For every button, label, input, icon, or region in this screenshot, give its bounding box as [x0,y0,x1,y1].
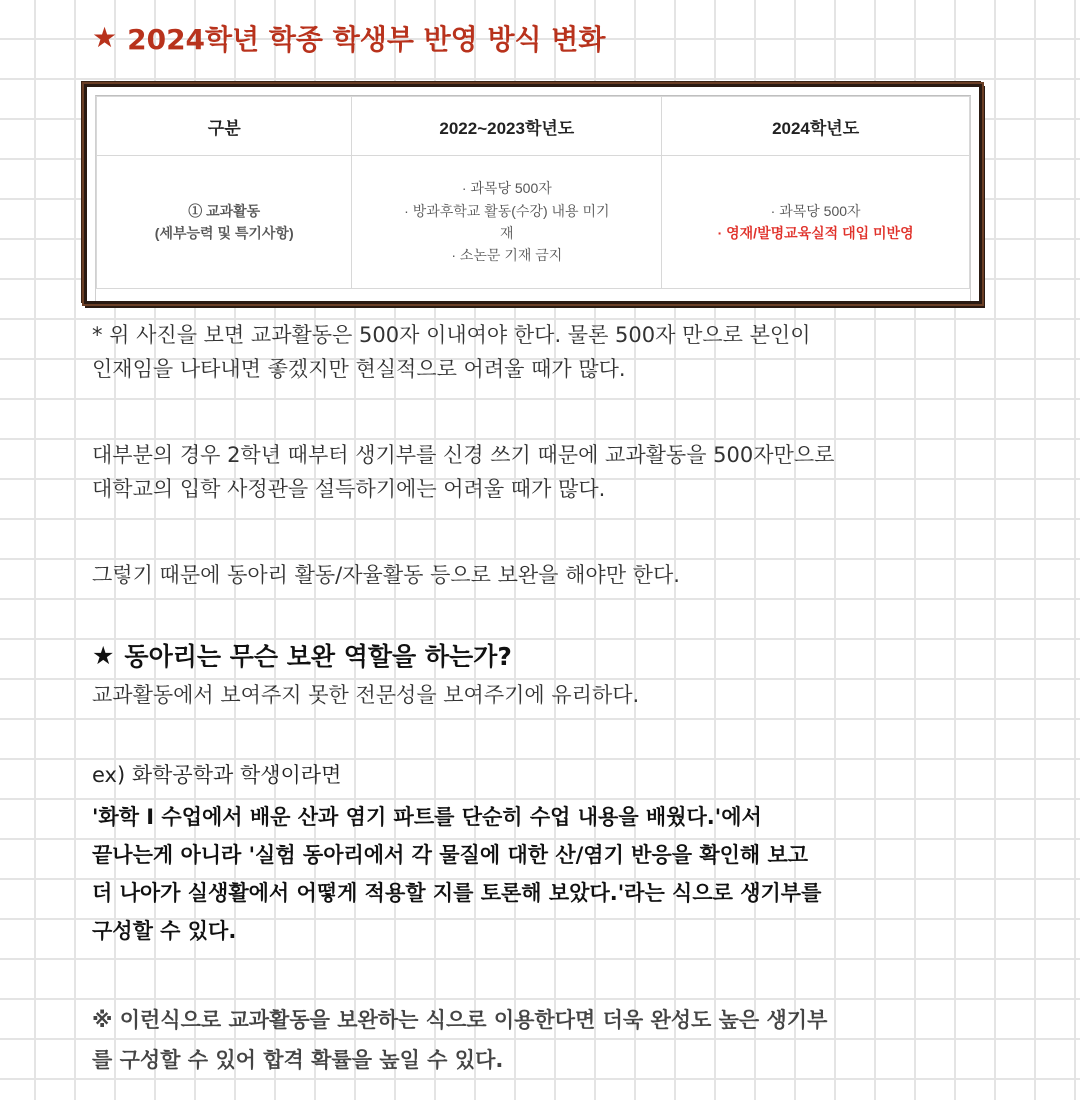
text-line: 교과활동에서 보여주지 못한 전문성을 보여주기에 유리하다. [92,683,640,707]
text-line: '화학 Ⅰ 수업에서 배운 산과 염기 파트를 단순히 수업 내용을 배웠다.'에서 [92,805,762,829]
comparison-table [96,96,970,289]
table-header-2022-2023: 2022~2023학년도 [352,97,662,156]
example-paragraph [92,798,821,950]
paragraph-4 [92,678,639,712]
text-line: 구성할 수 있다. [92,919,237,943]
comparison-table-container [95,95,971,301]
page-title [92,18,605,58]
table-row [97,156,970,289]
table-row-label [97,156,352,289]
cell-line-highlight: · 영재/발명교육실적 대입 미반영 [717,225,914,241]
note-paragraph [92,1000,827,1080]
table-header-row [97,97,970,156]
text-line: 대부분의 경우 2학년 때부터 생기부를 신경 쓰기 때문에 교과활동을 500자만으로 [92,443,835,467]
text-line: 더 나아가 실생활에서 어떻게 적용할 지를 토론해 보았다.'라는 식으로 생기부를 [92,881,822,905]
text-line: * 위 사진을 보면 교과활동은 500자 이내여야 한다. 물론 500자 만으로 본인이 [92,323,811,347]
text-line: ex) 화학공학과 학생이라면 [92,763,342,787]
paragraph-1 [92,318,811,386]
paragraph-3 [92,558,680,592]
cell-line: · 과목당 500자 [770,202,861,219]
cell-line: · 소논문 기재 금지 [451,247,563,264]
table-header-category: 구분 [97,97,352,156]
row-label-line: (세부능력 및 특기사항) [154,225,294,241]
text-line: 그렇기 때문에 동아리 활동/자율활동 등으로 보완을 해야만 한다. [92,563,680,587]
cell-line: · 과목당 500자 [461,180,552,197]
example-title [92,758,341,792]
text-line: ※ 이런식으로 교과활동을 보완하는 식으로 이용한다면 더욱 완성도 높은 생기부 [92,1008,828,1032]
table-cell-2024 [662,156,970,289]
comparison-table-frame [84,84,982,304]
paragraph-2 [92,438,834,506]
section-heading [92,637,512,673]
text-line: 끝나는게 아니라 '실험 동아리에서 각 물질에 대한 산/염기 반응을 확인해 보고 [92,843,809,867]
page-title-text: 2024학년 학종 학생부 반영 방식 변화 [127,23,606,56]
text-line: 인재임을 나타내면 좋겠지만 현실적으로 어려울 때가 많다. [92,357,626,381]
cell-line: 재 [500,225,514,241]
section-heading-text: 동아리는 무슨 보완 역할을 하는가? [124,642,512,671]
table-cell-2022-2023 [352,156,662,289]
row-label-line: ① 교과활동 [188,202,261,219]
text-line: 대학교의 입학 사정관을 설득하기에는 어려울 때가 많다. [92,477,606,501]
cell-line: · 방과후학교 활동(수강) 내용 미기 [404,202,610,219]
text-line: 를 구성할 수 있어 합격 확률을 높일 수 있다. [92,1048,504,1072]
star-icon: ★ [92,21,118,54]
star-icon: ★ [92,640,115,670]
table-header-2024: 2024학년도 [662,97,970,156]
